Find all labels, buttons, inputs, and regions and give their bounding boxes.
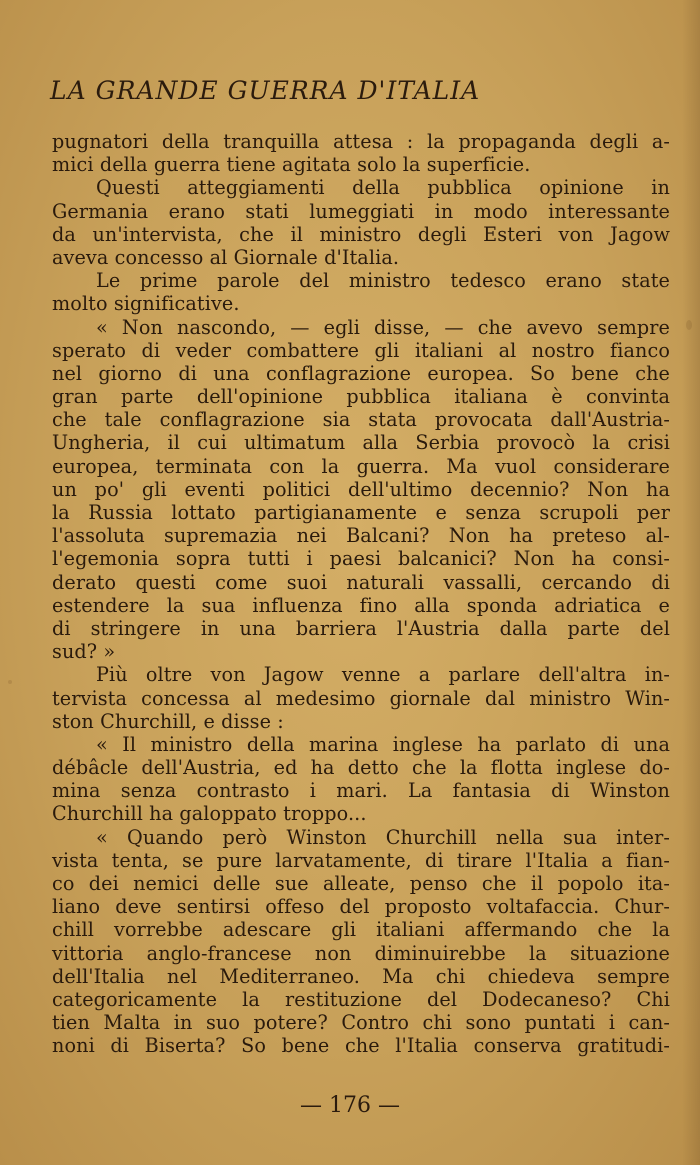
body-text <box>52 130 670 1058</box>
text-line: Le prime parole del ministro tedesco erano state <box>96 269 670 293</box>
text-line: Ungheria, il cui ultimatum alla Serbia provocò la crisi <box>52 431 670 455</box>
text-line: che tale conflagrazione sia stata provocata dall'Austria- <box>52 408 670 432</box>
text-line: molto significative. <box>52 292 240 316</box>
text-line: sud? » <box>52 640 116 664</box>
text-line: noni di Biserta? So bene che l'Italia conserva gratitudi- <box>52 1034 670 1058</box>
text-line: tien Malta in suo potere? Contro chi sono puntati i can- <box>52 1011 670 1035</box>
text-line: sperato di veder combattere gli italiani al nostro fianco <box>52 338 670 362</box>
text-line: pugnatori della tranquilla attesa : la propaganda degli a- <box>52 130 670 153</box>
text-line: « Non nascondo, — egli disse, — che avevo sempre <box>96 315 670 339</box>
text-line: di stringere in una barriera l'Austria dalla parte del <box>52 616 670 640</box>
text-line: mina senza contrasto i mari. La fantasia di Winston <box>52 779 670 803</box>
text-line: Più oltre von Jagow venne a parlare dell'altra in- <box>96 663 670 687</box>
text-line: Germania erano stati lumeggiati in modo interessante <box>52 199 670 223</box>
text-line: aveva concesso al Giornale d'Italia. <box>52 245 400 269</box>
text-line: co dei nemici delle sue alleate, penso che il popolo ita- <box>52 872 670 895</box>
text-line: nel giorno di una conflagrazione europea. So bene che <box>52 361 670 385</box>
text-line: mici della guerra tiene agitata solo la superficie. <box>52 153 531 177</box>
text-line: liano deve sentirsi offeso del proposto voltafaccia. Chur- <box>52 895 670 919</box>
text-line: ston Churchill, e disse : <box>52 709 284 733</box>
text-line: « Il ministro della marina inglese ha parlato di una <box>96 732 670 756</box>
paper-spot <box>8 680 12 684</box>
text-line: Churchill ha galoppato troppo... <box>52 802 367 826</box>
text-line: « Quando però Winston Churchill nella sua inter- <box>96 825 670 849</box>
page-edge-shadow <box>682 0 700 1165</box>
text-line: da un'intervista, che il ministro degli Esteri von Jagow <box>52 222 670 246</box>
text-line: gran parte dell'opinione pubblica italiana è convinta <box>52 385 670 409</box>
text-line: dell'Italia nel Mediterraneo. Ma chi chiedeva sempre <box>52 964 670 988</box>
text-line: derato questi come suoi naturali vassalli, cercando di <box>52 570 670 594</box>
text-line: vista tenta, se pure larvatamente, di tirare l'Italia a fian- <box>52 848 670 872</box>
page-number: — 176 — <box>300 1093 400 1118</box>
text-line: vittoria anglo-francese non diminuirebbe la situazione <box>52 941 670 965</box>
running-head: LA GRANDE GUERRA D'ITALIA <box>50 76 481 105</box>
text-line: l'assoluta supremazia nei Balcani? Non ha preteso al- <box>52 524 670 548</box>
text-line: europea, terminata con la guerra. Ma vuol considerare <box>52 454 670 478</box>
text-line: estendere la sua influenza fino alla sponda adriatica e <box>52 593 670 617</box>
text-line: tervista concessa al medesimo giornale dal ministro Win- <box>52 686 670 710</box>
text-line: la Russia lottato partigianamente e senza scrupoli per <box>52 501 670 524</box>
text-line: l'egemonia sopra tutti i paesi balcanici? Non ha consi- <box>52 547 670 571</box>
paper-spot <box>686 320 692 330</box>
text-line: chill vorrebbe adescare gli italiani affermando che la <box>52 918 670 942</box>
text-line: Questi atteggiamenti della pubblica opinione in <box>96 176 670 200</box>
text-line: un po' gli eventi politici dell'ultimo decennio? Non ha <box>52 477 670 501</box>
text-line: débâcle dell'Austria, ed ha detto che la flotta inglese do- <box>52 756 670 780</box>
text-line: categoricamente la restituzione del Dodecaneso? Chi <box>52 987 670 1011</box>
